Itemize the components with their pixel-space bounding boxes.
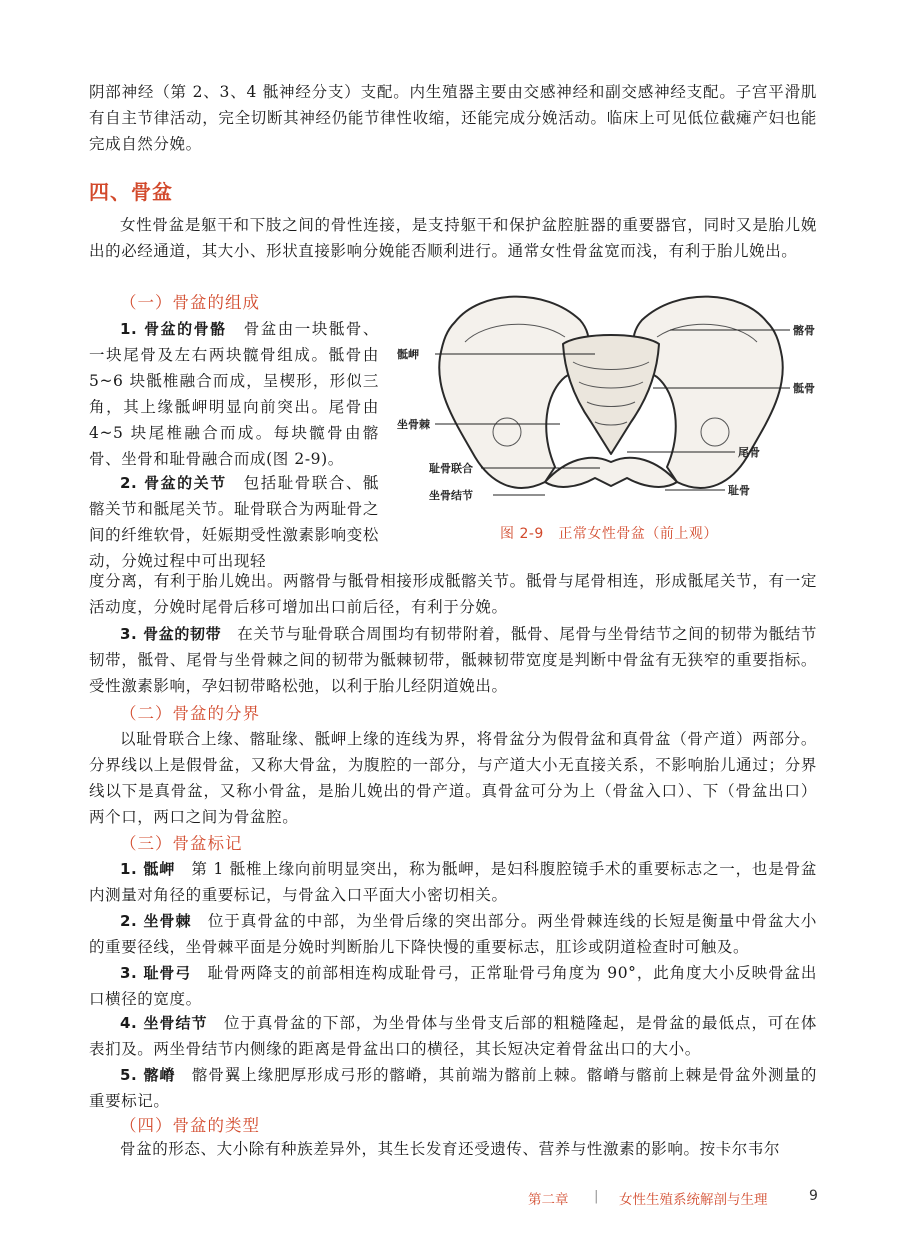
label-ischial-tuberosity: 坐骨结节 bbox=[429, 489, 473, 502]
subsection-title-2: （二）骨盆的分界 bbox=[120, 704, 260, 723]
label-pubis: 耻骨 bbox=[728, 484, 750, 497]
subsection-title-4: （四）骨盆的类型 bbox=[120, 1116, 260, 1135]
section-title: 四、骨盆 bbox=[89, 180, 173, 204]
landmark-item: 1. 骶岬 第 1 骶椎上缘向前明显突出，称为骶岬，是妇科腹腔镜手术的重要标志之一，也是骨盆内测量对角径的重要标记，与骨盆入口平面大小密切相关。 bbox=[89, 860, 817, 904]
right-ilium-shape bbox=[633, 297, 782, 488]
label-symphysis: 耻骨联合 bbox=[429, 462, 473, 475]
label-promontory: 骶岬 bbox=[397, 348, 419, 361]
sacrum-shape bbox=[563, 335, 659, 454]
footer-separator: | bbox=[594, 1188, 599, 1204]
footer-subject: 女性生殖系统解剖与生理 bbox=[619, 1192, 768, 1208]
landmark-item: 5. 髂嵴 髂骨翼上缘肥厚形成弓形的髂嵴，其前端为髂前上棘。髂嵴与髂前上棘是骨盆外测量的重要标记。 bbox=[89, 1066, 817, 1110]
subsection-title-3: （三）骨盆标记 bbox=[120, 834, 243, 853]
pubic-arch-shape bbox=[545, 458, 677, 487]
landmark-item: 2. 坐骨棘 位于真骨盆的中部，为坐骨后缘的突出部分。两坐骨棘连线的长短是衡量中骨盆大小的重要径线，坐骨棘平面是分娩时判断胎儿下降快慢的重要标志，肛诊或阴道检查时可触及。 bbox=[89, 912, 817, 956]
pelvis-illustration bbox=[395, 282, 827, 514]
item-pelvis-ligaments: 3. 骨盆的韧带 在关节与耻骨联合周围均有韧带附着，骶骨、尾骨与坐骨结节之间的韧带为骶结节韧带，骶骨、尾骨与坐骨棘之间的韧带为骶棘韧带，骶棘韧带宽度是判断中骨盆有无狭窄的重要指标。受性激素影响，孕妇韧带略松弛，以利于胎儿经阴道娩出。 bbox=[89, 625, 817, 695]
footer-chapter: 第二章 bbox=[528, 1192, 569, 1208]
intro-paragraph: 阴部神经（第 2、3、4 骶神经分支）支配。内生殖器主要由交感神经和副交感神经支配。子宫平滑肌有自主节律活动，完全切断其神经仍能节律性收缩，还能完成分娩活动。临床上可见低位截瘫产妇也能完成自然分娩。 bbox=[89, 83, 817, 153]
label-ilium: 髂骨 bbox=[793, 324, 815, 337]
figure-caption: 图 2-9 正常女性骨盆（前上观） bbox=[500, 526, 718, 542]
left-ilium-shape bbox=[439, 297, 588, 488]
item-pelvis-joints: 2. 骨盆的关节 包括耻骨联合、骶髂关节和骶尾关节。耻骨联合为两耻骨之间的纤维软骨，妊娠期受性激素影响变松动，分娩过程中可出现轻 bbox=[89, 474, 379, 570]
label-sacrum: 骶骨 bbox=[793, 382, 815, 395]
pelvis-boundary-text: 以耻骨联合上缘、髂耻缘、骶岬上缘的连线为界，将骨盆分为假骨盆和真骨盆（骨产道）两部分。分界线以上是假骨盆，又称大骨盆，为腹腔的一部分，与产道大小无直接关系，不影响胎儿通过；分界线以下是真骨盆，又称小骨盆，是胎儿娩出的骨产道。真骨盆可分为上（骨盆入口）、下（骨盆出口）两个口，两口之间为骨盆腔。 bbox=[89, 730, 817, 826]
page-number: 9 bbox=[809, 1188, 818, 1204]
pelvis-types-text: 骨盆的形态、大小除有种族差异外，其生长发育还受遗传、营养与性激素的影响。按卡尔韦尔 bbox=[120, 1140, 781, 1158]
label-coccyx: 尾骨 bbox=[738, 446, 760, 459]
subsection-title-1: （一）骨盆的组成 bbox=[120, 293, 260, 312]
landmark-item: 3. 耻骨弓 耻骨两降支的前部相连构成耻骨弓，正常耻骨弓角度为 90°，此角度大小反映骨盆出口横径的宽度。 bbox=[89, 964, 817, 1008]
label-ischial-spine: 坐骨棘 bbox=[397, 418, 430, 431]
item-pelvis-joints-cont: 度分离，有利于胎儿娩出。两髂骨与骶骨相接形成骶髂关节。骶骨与尾骨相连，形成骶尾关节，有一定活动度，分娩时尾骨后移可增加出口前后径，有利于分娩。 bbox=[89, 572, 817, 616]
section-intro: 女性骨盆是躯干和下肢之间的骨性连接，是支持躯干和保护盆腔脏器的重要器官，同时又是胎儿娩出的必经通道，其大小、形状直接影响分娩能否顺利进行。通常女性骨盆宽而浅，有利于胎儿娩出。 bbox=[89, 216, 817, 260]
landmark-item: 4. 坐骨结节 位于真骨盆的下部，为坐骨体与坐骨支后部的粗糙隆起，是骨盆的最低点，可在体表扪及。两坐骨结节内侧缘的距离是骨盆出口的横径，其长短决定着骨盆出口的大小。 bbox=[89, 1014, 818, 1058]
item-pelvis-bones: 1. 骨盆的骨骼 骨盆由一块骶骨、一块尾骨及左右两块髋骨组成。骶骨由 5~6 块骶椎融合而成，呈楔形，形似三角，其上缘骶岬明显向前突出。尾骨由 4~5 块尾椎融合而成。每块髋骨由髂骨、坐骨和耻骨融合而成(图 2-9)。 bbox=[89, 320, 379, 468]
